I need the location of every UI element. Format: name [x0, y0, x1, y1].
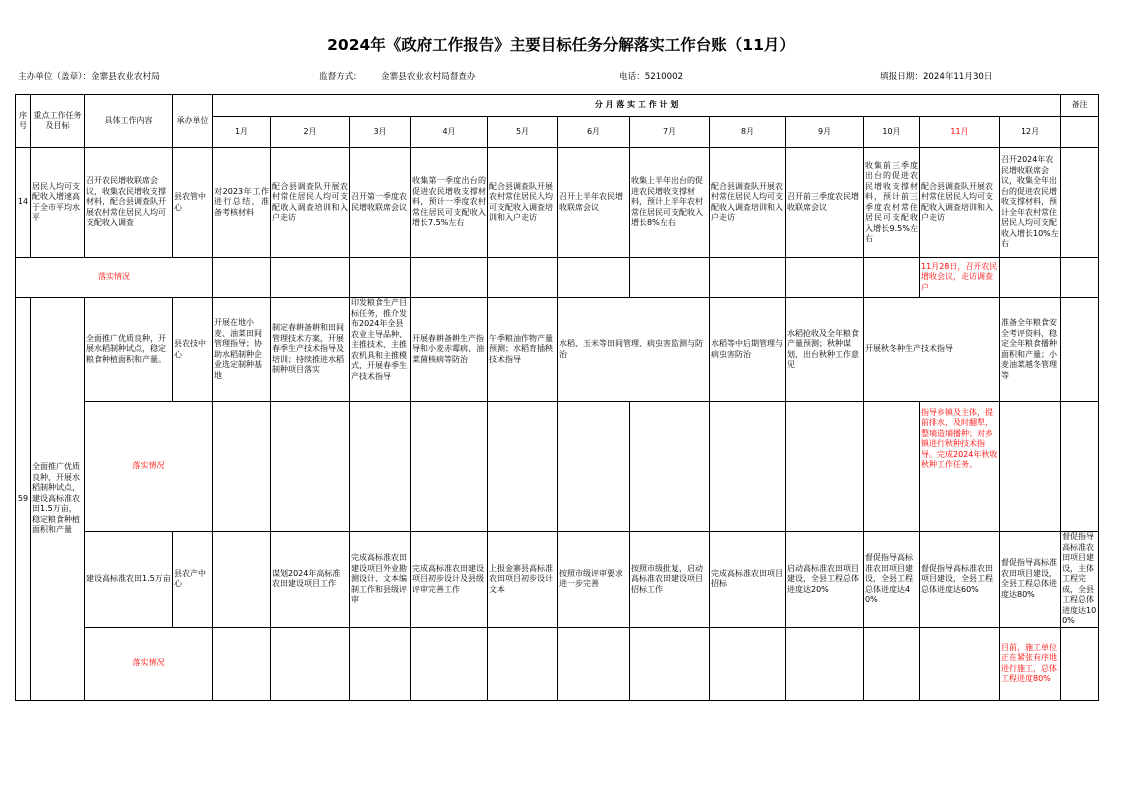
- status-cell: [213, 627, 271, 700]
- status-cell: [271, 627, 350, 700]
- plan-m1: 开展在地小麦、油菜田间管理指导；协助水稻制种企业选定制种基地: [213, 298, 271, 402]
- status-cell: [558, 258, 630, 298]
- plan-m8: 完成高标准农田项目招标: [710, 532, 786, 628]
- status-cell: [710, 627, 786, 700]
- month-header: 12月: [1000, 117, 1061, 148]
- plan-m8: 配合县调查队开展农村常住居民人均可支配收入调查培训和入户走访: [710, 148, 786, 258]
- plan-m10: 收集前三季度出台的促进农民增收支撑材料，预计前三季度农村常住居民可支配收入增长9.5%左右: [864, 148, 920, 258]
- remark-cell: [1061, 117, 1099, 148]
- plan-m4: 开展春耕备耕生产指导和小麦赤霉病、油菜菌核病等防治: [411, 298, 488, 402]
- key-task: 全面推广优质良种，开展水稻制种试点，建设高标准农田1.5万亩，稳定粮食种植面积和产量: [31, 298, 85, 701]
- status-cell: [411, 402, 488, 532]
- month-header: 1月: [213, 117, 271, 148]
- plan-m3: [350, 298, 411, 402]
- header-seq: 序号: [16, 95, 31, 148]
- plan-m3-text: 印发粮食生产目标任务，推介发布2024年全县农业主导品种、主推技术、主推农机具和主推模式，开展春季生产技术指导: [351, 298, 407, 381]
- report-date: 填报日期：2024年11月30日: [880, 72, 993, 82]
- plan-m5: 配合县调查队开展农村常住居民人均可支配收入调查培训和入户走访: [488, 148, 558, 258]
- plan-m6: 按照市级评审要求进一步完善: [558, 532, 630, 628]
- plan-m2: 配合县调查队开展农村常住居民人均可支配收入调查培训和入户走访: [271, 148, 350, 258]
- status-cell: [488, 258, 558, 298]
- status-cell: [630, 627, 710, 700]
- plan-m5: 午季粮油作物产量预测；水稻育插秧技术指导: [488, 298, 558, 402]
- plan-m9: 水稻抢收及全年粮食产量预测；秋种谋划，出台秋种工作意见: [786, 298, 864, 402]
- plan-m3: 完成高标准农田建设项目外业勘测设计、文本编制工作和县级评审: [350, 532, 411, 628]
- work-content: 建设高标准农田1.5万亩: [85, 532, 173, 628]
- status-cell: [488, 627, 558, 700]
- status-cell: [213, 402, 271, 532]
- plan-m12a: 督促指导高标准农田项目建设，全县工程总体进度达80%: [1000, 532, 1061, 628]
- header-plan: 分 月 落 实 工 作 计 划: [213, 95, 1061, 117]
- remark-cell: [1061, 258, 1099, 298]
- month-header: 3月: [350, 117, 411, 148]
- status-cell: [864, 627, 920, 700]
- header-unit: 承办单位: [173, 95, 213, 148]
- supervise-label: 监督方式:: [319, 72, 357, 82]
- row-seq: 14: [16, 148, 31, 258]
- plan-m2: 谋划2024年高标准农田建设项目工作: [271, 532, 350, 628]
- status-cell: [350, 402, 411, 532]
- ledger-table: [15, 94, 1099, 701]
- status-cell: [558, 627, 630, 700]
- row-seq: 59: [16, 298, 31, 701]
- status-cell: [350, 627, 411, 700]
- month-header: 7月: [630, 117, 710, 148]
- month-header: 8月: [710, 117, 786, 148]
- status-cell: [558, 402, 630, 532]
- plan-m8: 水稻等中后期管理与病虫害防治: [710, 298, 786, 402]
- status-cell: [350, 258, 411, 298]
- month-header: 6月: [558, 117, 630, 148]
- status-cell: [630, 402, 710, 532]
- month-header: 4月: [411, 117, 488, 148]
- status-label: 落实情况: [85, 402, 213, 532]
- header-content: 具体工作内容: [85, 95, 173, 148]
- status-label: 落实情况: [85, 627, 213, 700]
- host-unit: 主办单位（盖章）：金寨县农业农村局: [18, 72, 160, 82]
- key-task: 居民人均可支配收入增速高于全市平均水平: [31, 148, 85, 258]
- plan-m6-m7: 水稻、玉米等田间管理、病虫害监测与防治: [558, 298, 710, 402]
- status-cell: [786, 402, 864, 532]
- remark-cell: [1061, 402, 1099, 532]
- status-cell: [786, 258, 864, 298]
- status-nov: 11月28日，召开农民增收会议，走访调查户: [920, 258, 1000, 298]
- month-header: 2月: [271, 117, 350, 148]
- status-nov-text: 指导乡镇及主体，提前排水，及时翻犁，整墒造墒播种；对乡镇进行秋种技术指导。完成2024年秋收秋种工作任务。: [921, 407, 998, 469]
- plan-m10: 督促指导高标准农田项目建设，全县工程总体进度达40%: [864, 532, 920, 628]
- status-cell: [1000, 402, 1061, 532]
- header-key-task: 重点工作任务及目标: [31, 95, 85, 148]
- plan-m5: 上报金寨县高标准农田项目初步设计文本: [488, 532, 558, 628]
- status-cell: [630, 258, 710, 298]
- plan-m9: 启动高标准农田项目建设，全县工程总体进度达20%: [786, 532, 864, 628]
- plan-m11: 配合县调查队开展农村常住居民人均可支配收入调查培训和入户走访: [920, 148, 1000, 258]
- month-header-current: 11月: [920, 117, 1000, 148]
- work-content: 召开农民增收联席会议，收集农民增收支撑材料，配合县调查队开展农村常住居民人均可支配收入调查: [85, 148, 173, 258]
- plan-m12b: 督促指导高标准农田项目建设，主体工程完成，全县工程总体进度达100%: [1061, 532, 1099, 628]
- plan-m1: 对2023年工作进行总结，准备考核材料: [213, 148, 271, 258]
- status-cell: [920, 627, 1000, 700]
- month-header: 9月: [786, 117, 864, 148]
- supervise-value: 金寨县农业农村局督查办: [381, 72, 476, 82]
- unit: 县农产中心: [173, 532, 213, 628]
- plan-m6: 召开上半年农民增收联席会议: [558, 148, 630, 258]
- plan-m12: 召开2024年农民增收联席会议，收集全年出台的促进农民增收支撑材料，预计全年农村常住居民人均可支配收入增长10%左右: [1000, 148, 1061, 258]
- status-cell: [271, 258, 350, 298]
- status-cell: [411, 627, 488, 700]
- remark-cell: [1061, 148, 1099, 258]
- plan-m7: 收集上半年出台的促进农民增收支撑材料，预计上半年农村常住居民可支配收入增长8%左右: [630, 148, 710, 258]
- status-cell: [1000, 258, 1061, 298]
- plan-m10-m11: 开展秋冬种生产技术指导: [864, 298, 1000, 402]
- month-header: 10月: [864, 117, 920, 148]
- remark-cell: [1061, 627, 1099, 700]
- unit: 县农技中心: [173, 298, 213, 402]
- plan-m3: 召开第一季度农民增收联席会议: [350, 148, 411, 258]
- status-cell: [864, 402, 920, 532]
- header-remark: 备注: [1061, 95, 1099, 117]
- status-cell: [710, 402, 786, 532]
- plan-m4: 收集第一季度出台的促进农民增收支撑材料，预计一季度农村常住居民可支配收入增长7.5%左右: [411, 148, 488, 258]
- status-cell: [488, 402, 558, 532]
- plan-m7: 按照市级批复，启动高标准农田建设项目招标工作: [630, 532, 710, 628]
- status-cell: [864, 258, 920, 298]
- month-header: 5月: [488, 117, 558, 148]
- unit: 县农管中心: [173, 148, 213, 258]
- work-content: 全面推广优质良种，开展水稻制种试点，稳定粮食种植面积和产量。: [85, 298, 173, 402]
- status-cell: [786, 627, 864, 700]
- plan-m2: 制定春耕备耕和田间管理技术方案，开展春季生产技术指导及培训；持续推进水稻制种项目落实: [271, 298, 350, 402]
- status-cell: [271, 402, 350, 532]
- plan-m1: [213, 532, 271, 628]
- remark-cell: [1061, 298, 1099, 402]
- status-label: 落实情况: [16, 258, 213, 298]
- plan-m11: 督促指导高标准农田项目建设，全县工程总体进度达60%: [920, 532, 1000, 628]
- status-cell: [411, 258, 488, 298]
- status-cell: [710, 258, 786, 298]
- plan-m4: 完成高标准农田建设项目初步设计及县级评审完善工作: [411, 532, 488, 628]
- status-nov: [920, 402, 1000, 532]
- status-nov: 目前，施工单位正在紧张有序地进行施工，总体工程进度80%: [1000, 627, 1061, 700]
- phone: 电话：5210002: [619, 72, 684, 82]
- plan-m9: 召开前三季度农民增收联席会议: [786, 148, 864, 258]
- status-cell: [213, 258, 271, 298]
- plan-m12: 准备全年粮食安全考评资料，稳定全年粮食播种面积和产量；小麦油菜越冬管理等: [1000, 298, 1061, 402]
- page-title: 2024年《政府工作报告》主要目标任务分解落实工作台账（11月）: [327, 36, 795, 54]
